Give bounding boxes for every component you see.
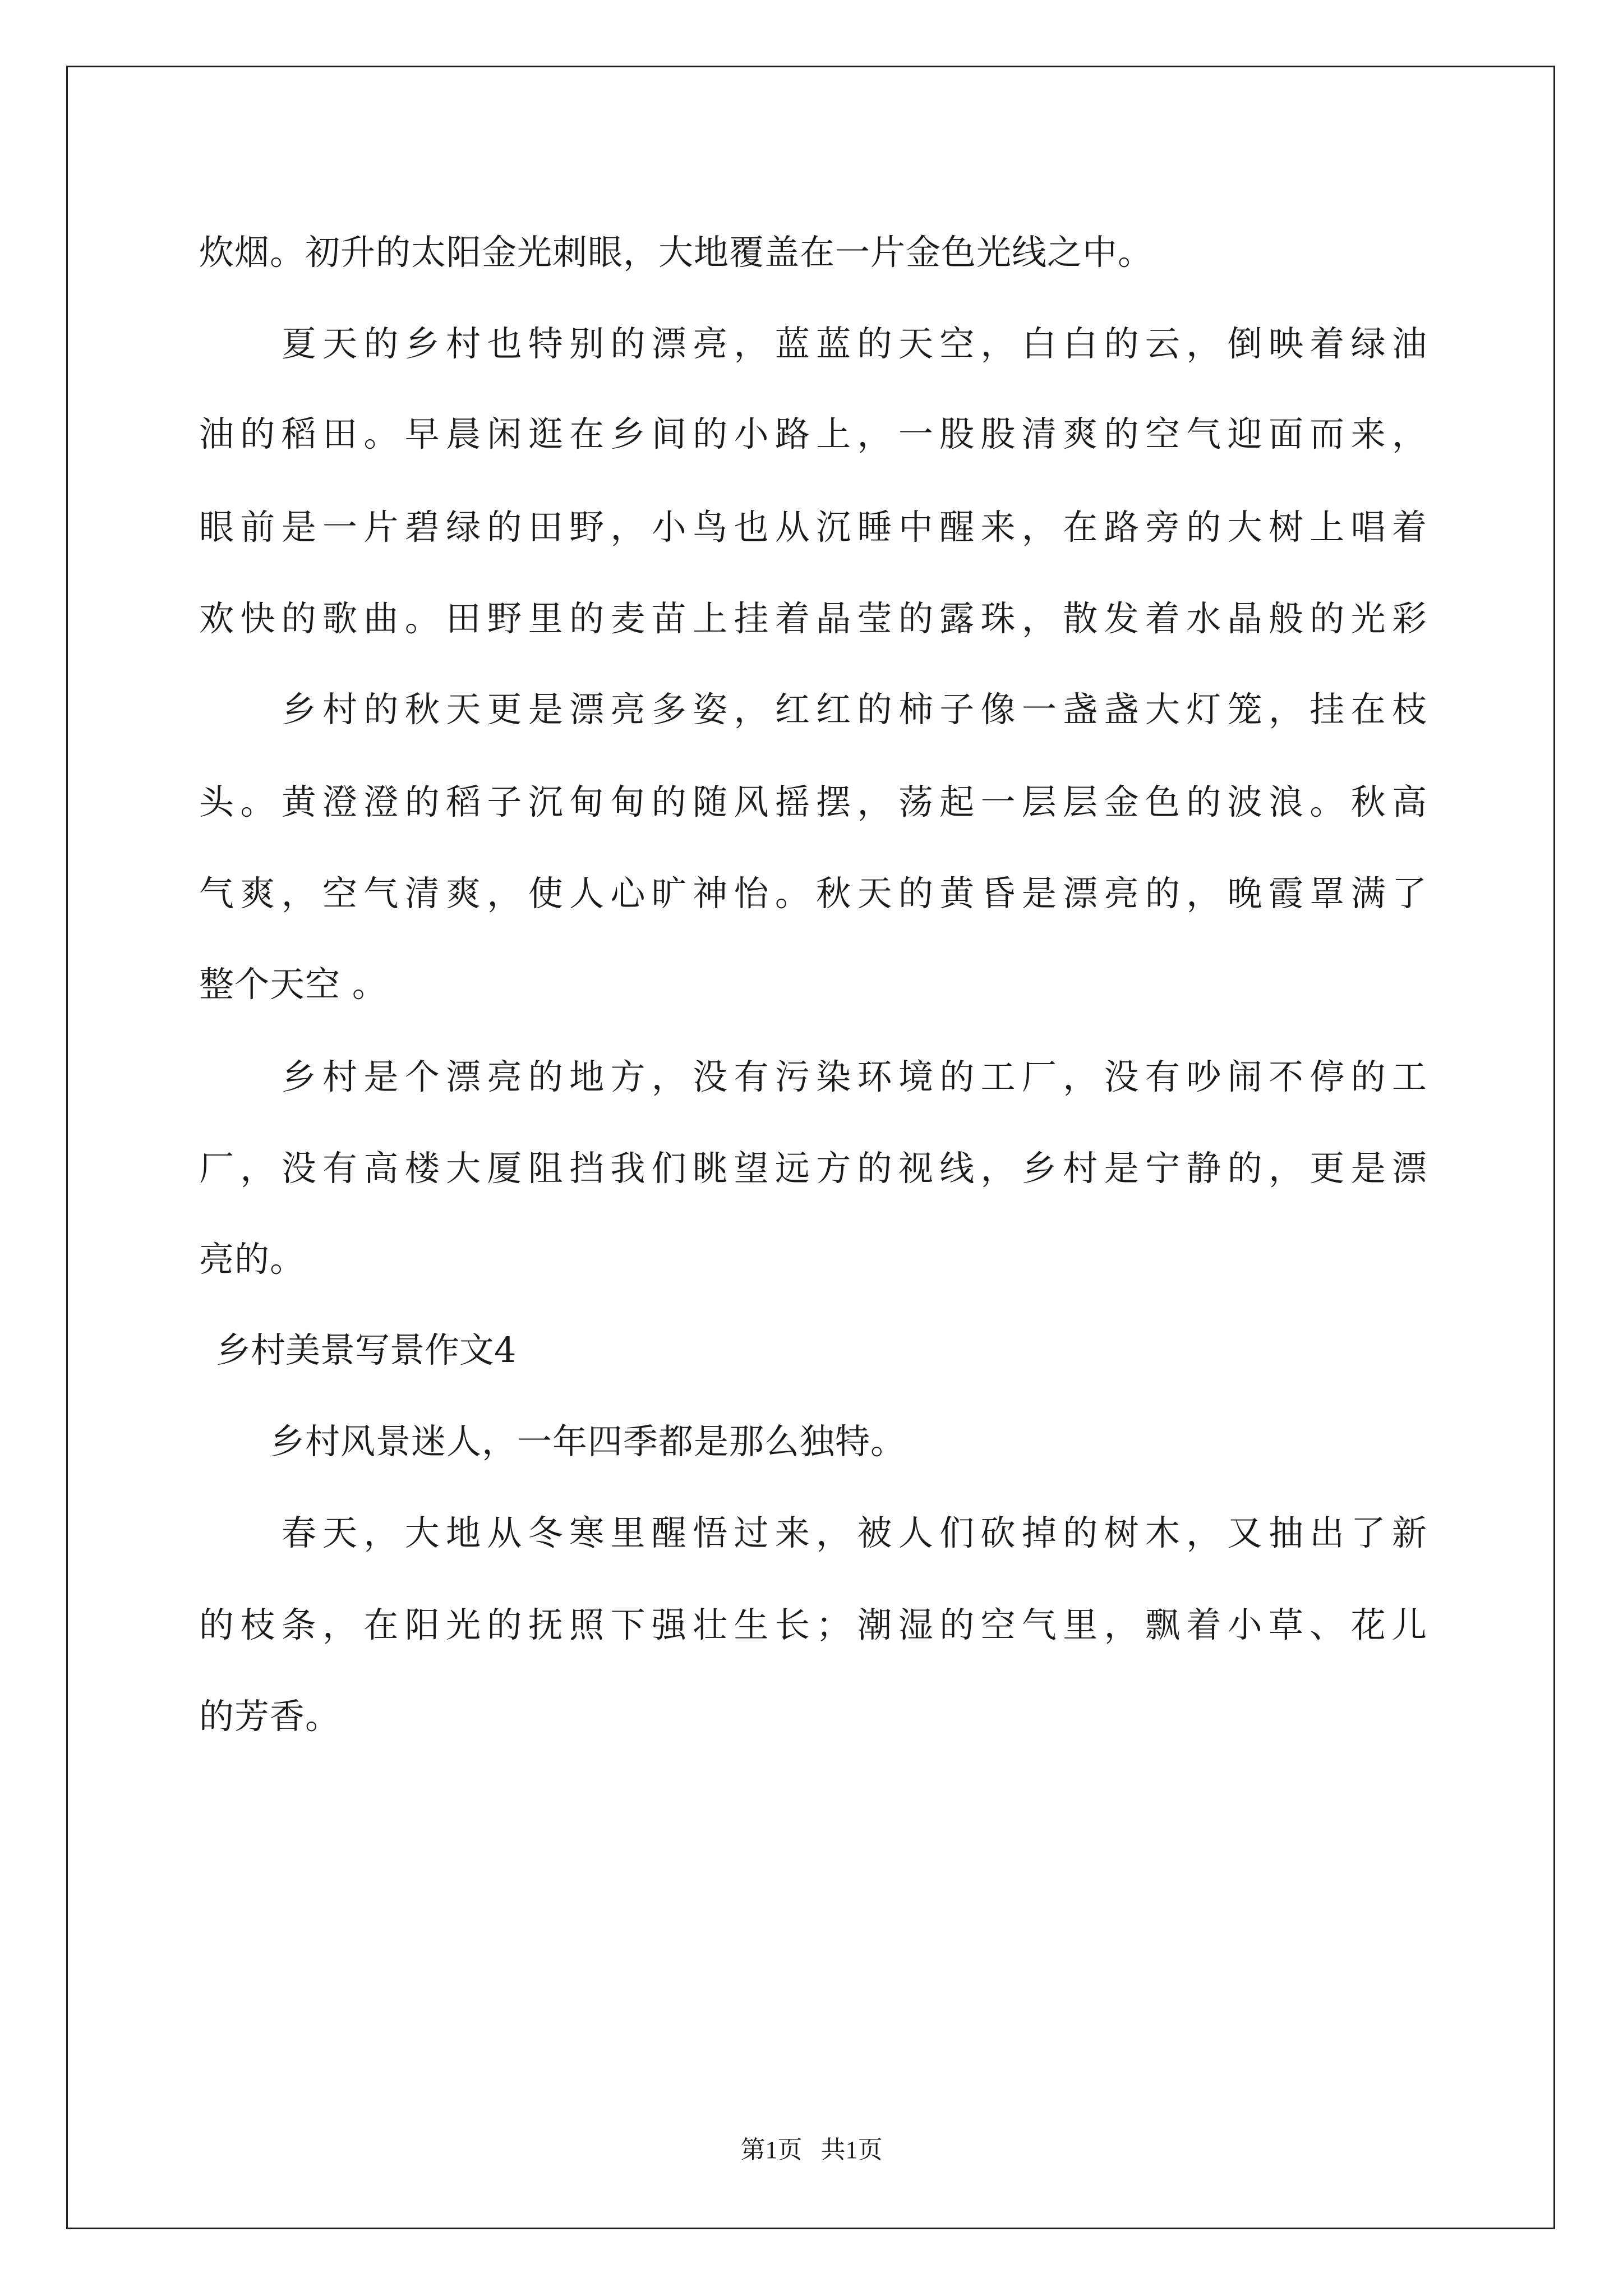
paragraph-line: 春天，大地从冬寒里醒悟过来，被人们砍掉的树木，又抽出了新	[199, 1512, 1427, 1553]
paragraph-line: 厂，没有高楼大厦阻挡我们眺望远方的视线，乡村是宁静的，更是漂	[199, 1148, 1427, 1189]
paragraph-line: 乡村是个漂亮的地方，没有污染环境的工厂，没有吵闹不停的工	[199, 1056, 1427, 1097]
paragraph-line: 的枝条，在阳光的抚照下强壮生长；潮湿的空气里，飘着小草、花儿	[199, 1604, 1427, 1645]
paragraph-line: 炊烟。初升的太阳金光刺眼，大地覆盖在一片金色光线之中。	[199, 232, 1154, 273]
paragraph-line: 油的稻田。早晨闲逛在乡间的小路上，一股股清爽的空气迎面而来，	[199, 413, 1427, 454]
paragraph-line: 气爽，空气清爽，使人心旷神怡。秋天的黄昏是漂亮的，晚霞罩满了	[199, 873, 1427, 914]
paragraph-line: 头。黄澄澄的稻子沉甸甸的随风摇摆，荡起一层层金色的波浪。秋高	[199, 781, 1427, 822]
page-footer: 第1页 共1页	[740, 2136, 883, 2164]
paragraph-line: 亮的。	[199, 1239, 306, 1280]
section-heading: 乡村美景写景作文4	[216, 1329, 517, 1370]
paragraph-line: 整个天空 。	[199, 964, 388, 1005]
paragraph-line: 乡村的秋天更是漂亮多姿，红红的柿子像一盏盏大灯笼，挂在枝	[199, 689, 1427, 730]
paragraph-line: 夏天的乡村也特别的漂亮，蓝蓝的天空，白白的云，倒映着绿油	[199, 323, 1427, 364]
paragraph-line: 乡村风景迷人，一年四季都是那么独特。	[199, 1421, 906, 1462]
paragraph-line: 的芳香。	[199, 1696, 341, 1737]
paragraph-line: 眼前是一片碧绿的田野，小鸟也从沉睡中醒来，在路旁的大树上唱着	[199, 507, 1427, 547]
paragraph-line: 欢快的歌曲。田野里的麦苗上挂着晶莹的露珠，散发着水晶般的光彩	[199, 598, 1427, 639]
